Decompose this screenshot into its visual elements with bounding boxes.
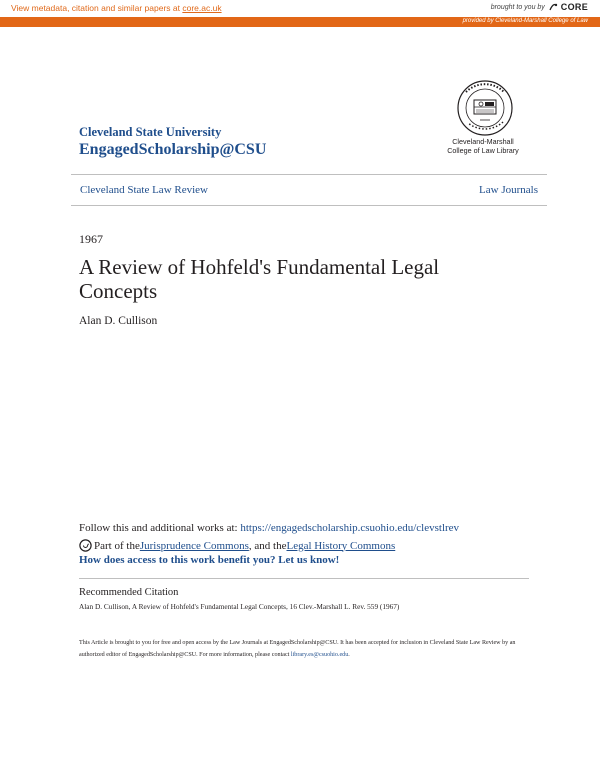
feedback-link[interactable]: How does access to this work benefit you? Let us know! bbox=[79, 554, 340, 566]
publication-year: 1967 bbox=[79, 232, 103, 246]
follow-url-link[interactable]: https://engagedscholarship.csuohio.edu/clevstlrev bbox=[240, 522, 460, 534]
divider bbox=[71, 205, 547, 206]
follow-line: Follow this and additional works at: https://engagedscholarship.csuohio.edu/clevstlrev bbox=[79, 522, 460, 534]
divider bbox=[79, 578, 529, 579]
seal-caption: Cleveland-Marshall College of Law Library bbox=[447, 137, 519, 155]
core-banner bbox=[0, 0, 600, 17]
citation-text: Alan D. Cullison, A Review of Hohfeld's Fundamental Legal Concepts, 16 Clev.-Marshall L. Rev. 559 (1967) bbox=[79, 602, 400, 611]
law-journals-link[interactable]: Law Journals bbox=[479, 184, 538, 196]
article-author: Alan D. Cullison bbox=[79, 315, 158, 327]
article-title: A Review of Hohfeld's Fundamental Legal Concepts bbox=[79, 255, 440, 303]
core-metadata-link[interactable]: View metadata, citation and similar papers at core.ac.uk bbox=[11, 3, 222, 13]
legal-history-commons-link[interactable]: Legal History Commons bbox=[286, 539, 396, 552]
provided-by[interactable]: provided by Cleveland-Marshall College of Law bbox=[462, 18, 588, 24]
access-notice: This Article is brought to you for free and open access by the Law Journals at EngagedScholarship@CSU. It has been accepted for inclusion in Cleveland State Law Review by an authorized editor of EngagedScholarship@CSU. For more information, please contact library.es@csuohio.edu. bbox=[79, 640, 516, 658]
repository-header[interactable] bbox=[79, 125, 266, 159]
repository-name[interactable]: EngagedScholarship@CSU bbox=[79, 141, 267, 158]
citation-heading: Recommended Citation bbox=[79, 587, 179, 598]
journal-link[interactable]: Cleveland State Law Review bbox=[80, 184, 208, 196]
part-of-line: Part of the Jurisprudence Commons , and the Legal History Commons bbox=[79, 539, 395, 552]
university-name[interactable]: Cleveland State University bbox=[79, 125, 222, 139]
contact-email-link[interactable]: library.es@csuohio.edu bbox=[290, 652, 349, 658]
core-brand[interactable]: brought to you by CORE bbox=[490, 2, 588, 12]
divider bbox=[71, 174, 547, 175]
jurisprudence-commons-link[interactable]: Jurisprudence Commons bbox=[139, 539, 249, 552]
core-logo-icon bbox=[548, 2, 558, 12]
open-access-icon bbox=[79, 539, 92, 552]
core-provided-bar bbox=[0, 17, 600, 27]
